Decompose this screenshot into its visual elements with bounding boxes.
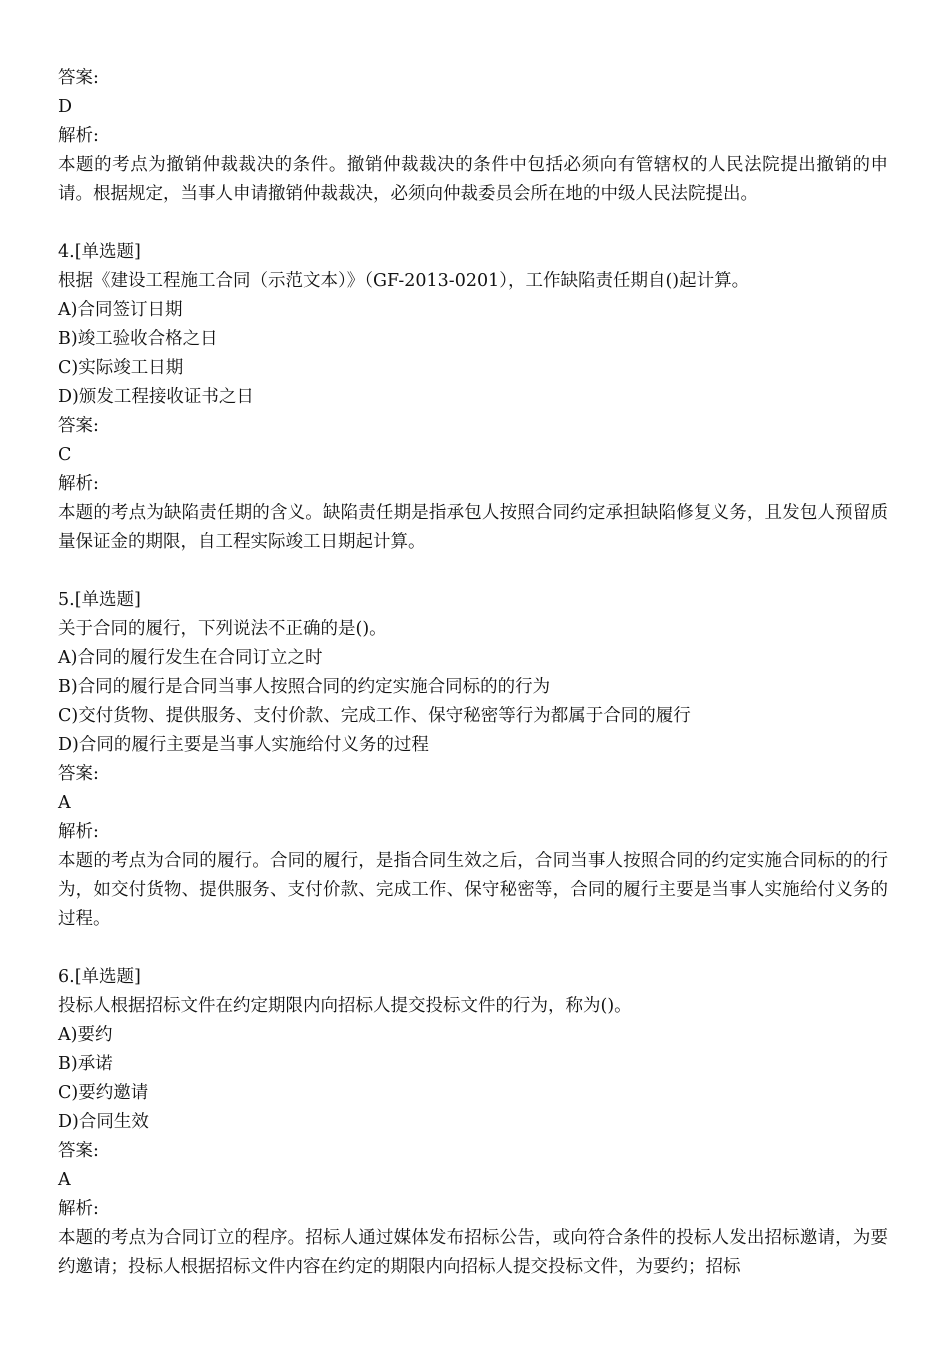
- question-stem: 投标人根据招标文件在约定期限内向招标人提交投标文件的行为，称为()。: [58, 996, 632, 1016]
- question-header: 6.[单选题]: [58, 967, 141, 987]
- question-4: [58, 238, 888, 557]
- question-stem: 关于合同的履行，下列说法不正确的是()。: [58, 619, 387, 639]
- question-stem: 根据《建设工程施工合同（示范文本）》（GF-2013-0201），工作缺陷责任期自()起计算。: [58, 271, 750, 291]
- answer-label: 答案:: [58, 416, 99, 436]
- question-5: [58, 586, 888, 934]
- option-b: B)竣工验收合格之日: [58, 329, 218, 349]
- question-header: 5.[单选题]: [58, 590, 141, 610]
- analysis-text: 本题的考点为合同的履行。合同的履行，是指合同生效之后，合同当事人按照合同的约定实施合同标的的行为，如交付货物、提供服务、支付价款、完成工作、保守秘密等，合同的履行主要是当事人实施给付义务的过程。: [58, 851, 888, 929]
- answer-label: 答案:: [58, 1141, 99, 1161]
- option-d: D)合同的履行主要是当事人实施给付义务的过程: [58, 735, 429, 755]
- analysis-text: 本题的考点为撤销仲裁裁决的条件。撤销仲裁裁决的条件中包括必须向有管辖权的人民法院提出撤销的申请。根据规定，当事人申请撤销仲裁裁决，必须向仲裁委员会所在地的中级人民法院提出。: [58, 155, 888, 204]
- question-3-tail: [58, 64, 888, 209]
- analysis-text: 本题的考点为缺陷责任期的含义。缺陷责任期是指承包人按照合同约定承担缺陷修复义务，且发包人预留质量保证金的期限，自工程实际竣工日期起计算。: [58, 503, 888, 552]
- analysis-text: 本题的考点为合同订立的程序。招标人通过媒体发布招标公告，或向符合条件的投标人发出招标邀请，为要约邀请；投标人根据招标文件内容在约定的期限内向招标人提交投标文件，为要约；招标: [58, 1228, 888, 1277]
- option-c: C)实际竣工日期: [58, 358, 184, 378]
- answer-value: D: [58, 97, 73, 117]
- answer-value: C: [58, 445, 72, 465]
- option-c: C)要约邀请: [58, 1083, 149, 1103]
- analysis-label: 解析:: [58, 474, 99, 494]
- option-b: B)合同的履行是合同当事人按照合同的约定实施合同标的的行为: [58, 677, 551, 697]
- answer-label: 答案:: [58, 764, 99, 784]
- analysis-label: 解析:: [58, 126, 99, 146]
- option-d: D)合同生效: [58, 1112, 149, 1132]
- answer-value: A: [58, 793, 71, 813]
- option-c: C)交付货物、提供服务、支付价款、完成工作、保守秘密等行为都属于合同的履行: [58, 706, 691, 726]
- option-a: A)合同签订日期: [58, 300, 183, 320]
- question-header: 4.[单选题]: [58, 242, 141, 262]
- option-b: B)承诺: [58, 1054, 113, 1074]
- analysis-label: 解析:: [58, 1199, 99, 1219]
- answer-label: 答案:: [58, 68, 99, 88]
- document-page: [58, 64, 888, 1282]
- question-6: [58, 963, 888, 1282]
- analysis-label: 解析:: [58, 822, 99, 842]
- answer-value: A: [58, 1170, 71, 1190]
- option-d: D)颁发工程接收证书之日: [58, 387, 254, 407]
- option-a: A)合同的履行发生在合同订立之时: [58, 648, 323, 668]
- option-a: A)要约: [58, 1025, 113, 1045]
